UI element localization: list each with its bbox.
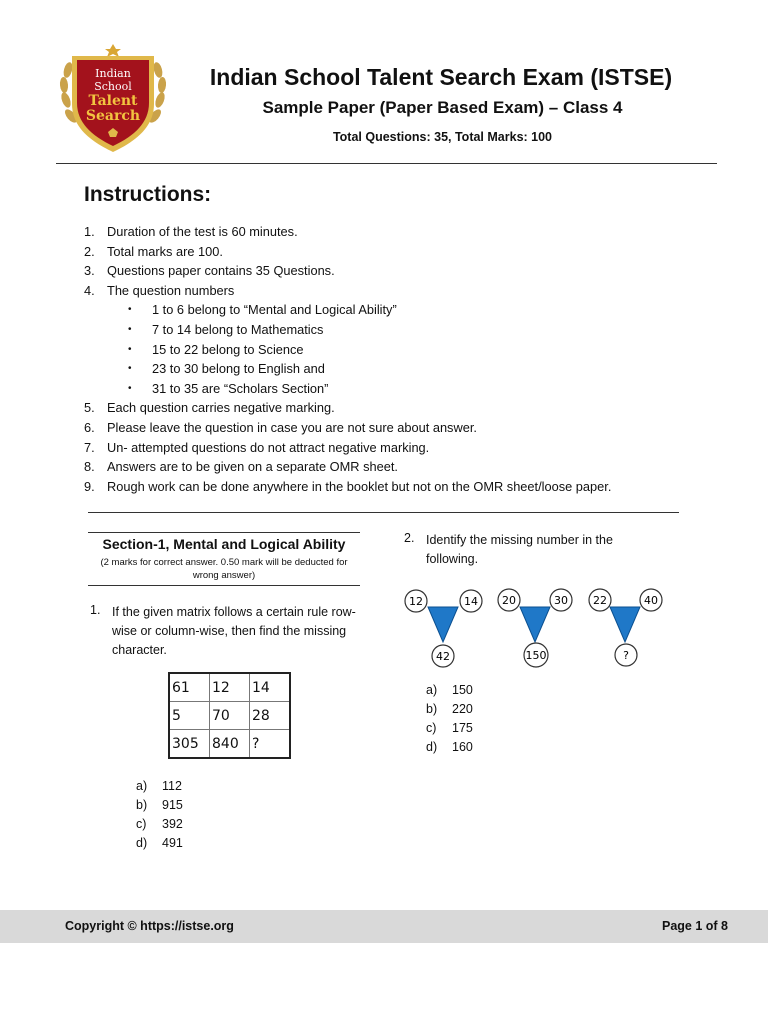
matrix-cell: 14	[250, 673, 291, 702]
option-d: d) 491	[136, 836, 183, 850]
question-2-number: 2.	[404, 531, 415, 545]
section-marking-note: (2 marks for correct answer. 0.50 mark will be deducted for wrong answer)	[100, 557, 348, 581]
option-b: b) 915	[136, 798, 183, 812]
question-2-figures	[398, 586, 668, 672]
triangle-figure-1	[405, 590, 482, 667]
section-title-rule-bottom	[88, 585, 360, 586]
matrix-cell: 12	[210, 673, 250, 702]
question-2-text: Identify the missing number in the following.	[426, 533, 613, 566]
instruction-subitem: • 23 to 30 belong to English and	[84, 359, 704, 379]
figure-value: 150	[525, 649, 547, 662]
instruction-item: 5. Each question carries negative marking.	[84, 400, 335, 416]
bullet-icon: •	[128, 382, 132, 394]
section-title: Section-1, Mental and Logical Ability	[102, 536, 346, 552]
page-title: Indian School Talent Search Exam (ISTSE)	[209, 64, 673, 90]
page-subtitle: Sample Paper (Paper Based Exam) – Class 4	[262, 98, 623, 117]
figure-value: 12	[409, 595, 423, 608]
figure-value: 40	[644, 594, 658, 607]
instruction-item: 3. Questions paper contains 35 Questions.	[84, 263, 335, 279]
question-1-text: If the given matrix follows a certain rule row-wise or column-wise, then find the missing character.	[112, 605, 356, 657]
matrix-cell: 840	[210, 730, 250, 759]
triangle-figure-3	[589, 589, 662, 666]
bullet-icon: •	[128, 363, 132, 375]
question-1-options	[136, 777, 236, 853]
footer-copyright: Copyright © https://istse.org	[65, 919, 234, 933]
matrix-cell-missing: ?	[250, 730, 291, 759]
instruction-item: 7. Un- attempted questions do not attract negative marking.	[84, 439, 430, 455]
matrix-cell: 5	[169, 702, 210, 730]
bullet-icon: •	[128, 304, 132, 316]
instruction-subitem: • 15 to 22 belong to Science	[84, 340, 704, 360]
triangle-figure-2	[498, 589, 572, 667]
header-divider	[56, 163, 717, 164]
option-a: a) 112	[136, 779, 182, 793]
option-c: c) 392	[136, 817, 183, 831]
question-2-options	[426, 681, 526, 757]
logo-text-school: School	[94, 80, 132, 93]
logo-text-search: Search	[85, 108, 141, 124]
triangle-icon	[520, 607, 550, 642]
instruction-subitem: • 1 to 6 belong to “Mental and Logical Ability”	[84, 300, 704, 320]
option-b: b) 220	[426, 702, 473, 716]
figure-value: 20	[502, 594, 516, 607]
instruction-item: 6. Please leave the question in case you are not sure about answer.	[84, 419, 477, 435]
question-1-number: 1.	[90, 603, 101, 617]
option-a: a) 150	[426, 683, 473, 697]
instruction-item: 1. Duration of the test is 60 minutes.	[84, 224, 298, 239]
triangle-icon	[610, 607, 640, 642]
bullet-icon: •	[128, 323, 132, 335]
instruction-item: 8. Answers are to be given on a separate OMR sheet.	[84, 459, 398, 475]
instructions-list	[84, 222, 704, 496]
option-d: d) 160	[426, 740, 473, 754]
instruction-subitem: • 7 to 14 belong to Mathematics	[84, 320, 704, 340]
total-questions-marks: Total Questions: 35, Total Marks: 100	[332, 130, 553, 144]
figure-value: 14	[464, 595, 478, 608]
bullet-icon: •	[128, 343, 132, 355]
matrix-cell: 305	[169, 730, 210, 759]
instruction-item: 9. Rough work can be done anywhere in the booklet but not on the OMR sheet/loose paper.	[84, 478, 612, 494]
logo-text-indian: Indian	[95, 67, 131, 80]
instruction-item: 2. Total marks are 100.	[84, 243, 223, 259]
figure-value: 30	[554, 594, 568, 607]
matrix-cell: 61	[169, 673, 210, 702]
question-1-matrix	[168, 672, 291, 759]
logo-text-talent: Talent	[88, 93, 138, 109]
section-divider	[88, 512, 679, 513]
option-c: c) 175	[426, 721, 473, 735]
triangle-icon	[428, 607, 458, 642]
footer-page-number: Page 1 of 8	[662, 919, 728, 933]
instruction-item: 4. The question numbers	[84, 282, 235, 298]
matrix-cell: 70	[210, 702, 250, 730]
figure-value: 22	[593, 594, 607, 607]
instruction-subitem: • 31 to 35 are “Scholars Section”	[84, 379, 704, 399]
matrix-cell: 28	[250, 702, 291, 730]
figure-value: 42	[436, 650, 450, 663]
section-title-rule-top	[88, 532, 360, 533]
instructions-heading: Instructions:	[84, 183, 212, 206]
figure-value-missing: ?	[623, 649, 629, 662]
